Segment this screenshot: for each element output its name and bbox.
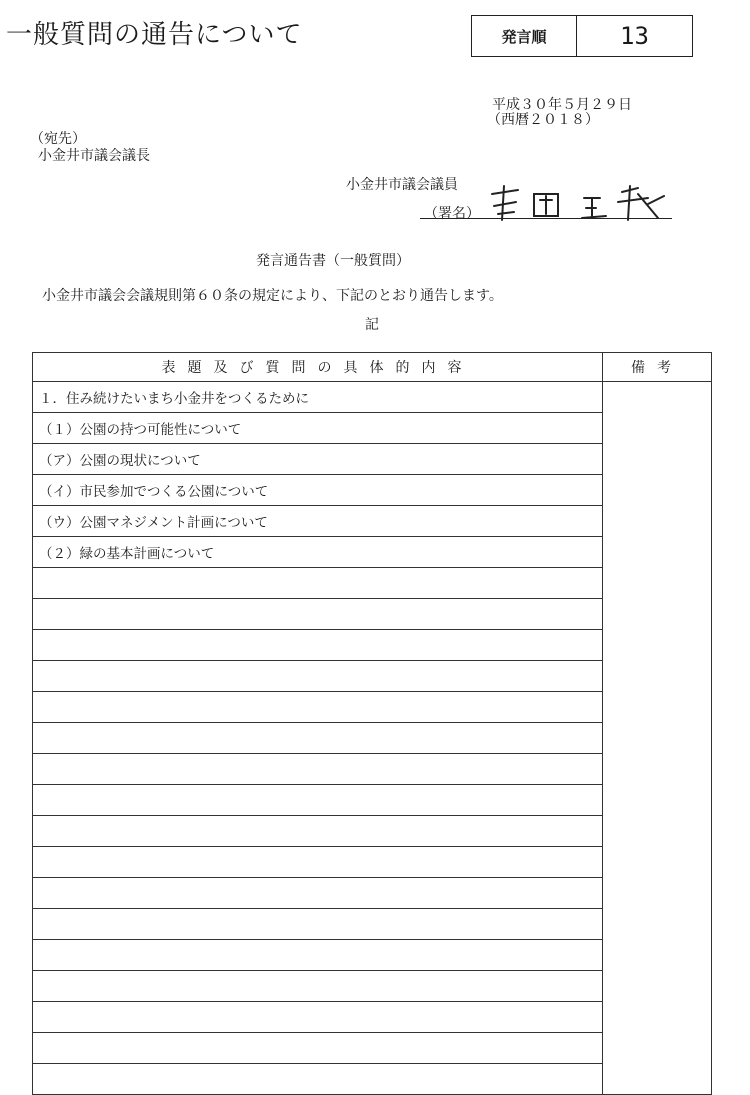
date-japanese: 平成３０年５月２９日 <box>492 97 632 113</box>
document-title: 一般質問の通告について <box>6 20 303 50</box>
question-item: （２）緑の基本計画について <box>33 537 603 568</box>
blank-row <box>33 1064 603 1095</box>
notice-heading: 発言通告書（一般質問） <box>256 253 410 269</box>
table-header-row <box>33 353 712 382</box>
speaking-order-label: 発言順 <box>472 16 577 56</box>
question-main-topic: １．住み続けたいまち小金井をつくるために <box>33 382 603 413</box>
blank-row <box>33 816 603 847</box>
blank-row <box>33 754 603 785</box>
blank-row <box>33 847 603 878</box>
date-western: （西暦２０１８） <box>487 112 599 128</box>
blank-row <box>33 692 603 723</box>
blank-row <box>33 1002 603 1033</box>
question-subitem: （イ）市民参加でつくる公園について <box>33 475 603 506</box>
header-content: 表題及び質問の具体的内容 <box>33 353 603 382</box>
blank-row <box>33 1033 603 1064</box>
remarks-column <box>603 382 712 1095</box>
blank-row <box>33 878 603 909</box>
question-table <box>32 352 712 1095</box>
blank-row <box>33 909 603 940</box>
signature-label: （署名） <box>424 206 480 222</box>
speaking-order-box <box>471 15 693 57</box>
notice-intro-text: 小金井市議会会議規則第６０条の規定により、下記のとおり通告します。 <box>42 288 503 304</box>
sender-role: 小金井市議会議員 <box>346 177 458 193</box>
blank-row <box>33 599 603 630</box>
header-remarks: 備考 <box>603 353 712 382</box>
question-subitem: （ア）公園の現状について <box>33 444 603 475</box>
ki-mark: 記 <box>365 317 379 333</box>
blank-row <box>33 723 603 754</box>
question-subitem: （ウ）公園マネジメント計画について <box>33 506 603 537</box>
addressee-label: （宛先） <box>30 131 86 147</box>
blank-row <box>33 971 603 1002</box>
blank-row <box>33 661 603 692</box>
speaking-order-value: 13 <box>620 22 649 50</box>
blank-row <box>33 630 603 661</box>
question-item: （１）公園の持つ可能性について <box>33 413 603 444</box>
handwritten-signature <box>488 184 678 224</box>
blank-row <box>33 785 603 816</box>
blank-row <box>33 568 603 599</box>
table-row <box>33 382 712 413</box>
addressee-name: 小金井市議会議長 <box>38 148 150 164</box>
blank-row <box>33 940 603 971</box>
